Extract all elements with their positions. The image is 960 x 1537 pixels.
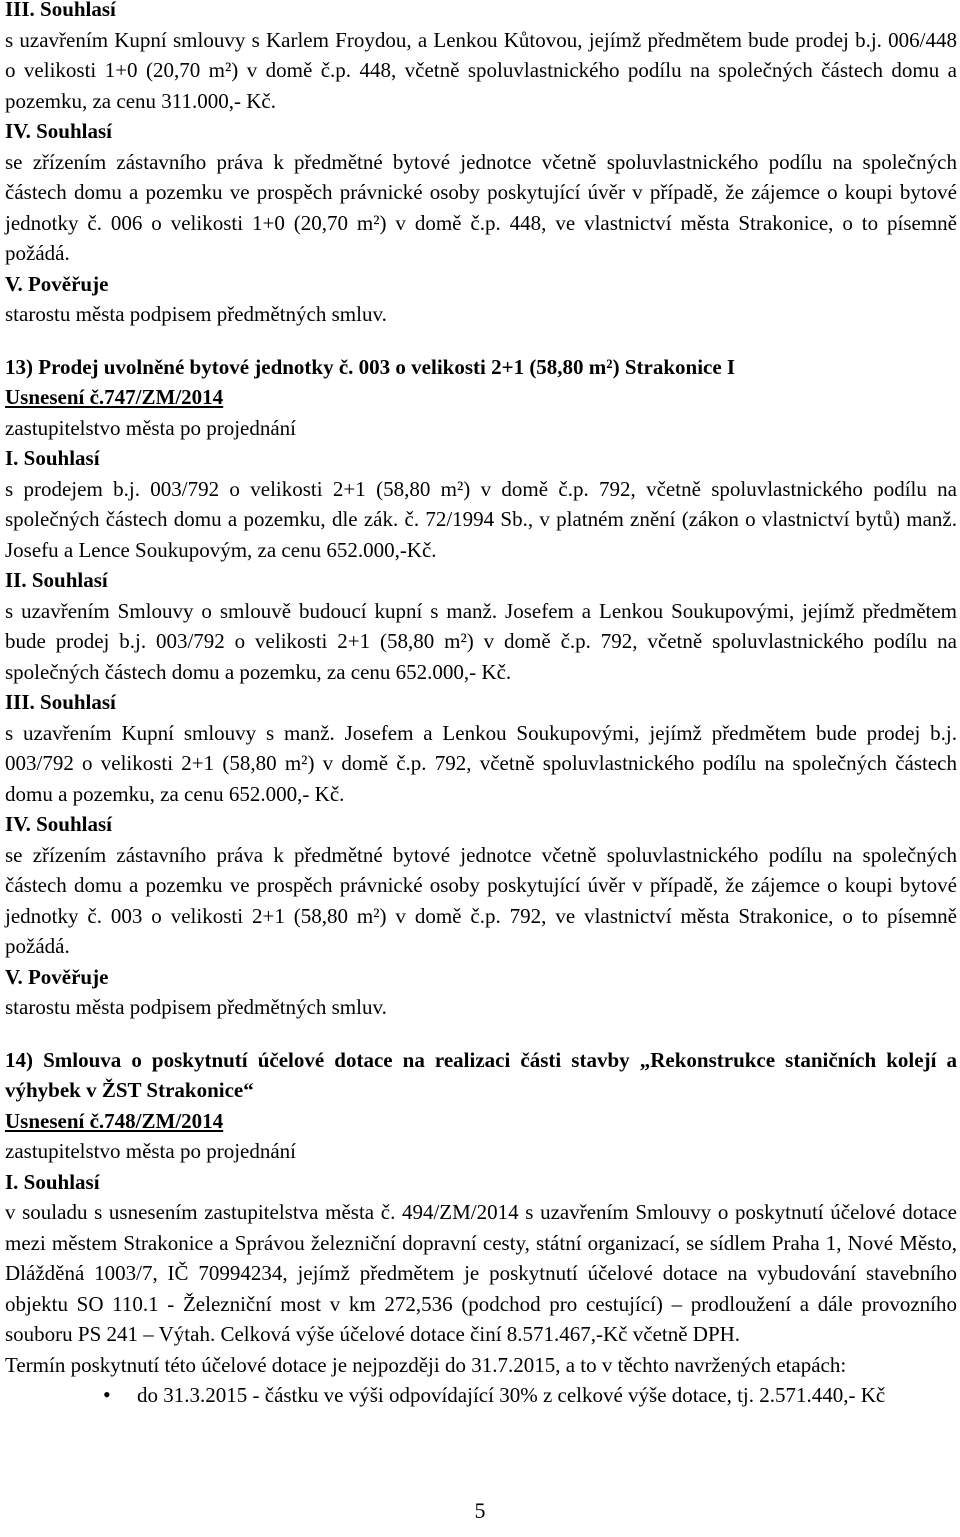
section-text-iii: s uzavřením Kupní smlouvy s Karlem Froydou, a Lenkou Kůtovou, jejímž předmětem bude prodej b.j. 006/448 o velikosti 1+0 (20,70 m²) v domě č.p. 448, včetně spoluvlastnického podílu na společných částech domu a pozemku, za cenu 311.000,- Kč. bbox=[5, 27, 957, 113]
item-14-stages-list bbox=[5, 1380, 957, 1411]
section-heading-v: V. Pověřuje bbox=[5, 271, 109, 296]
item-14-heading-i: I. Souhlasí bbox=[5, 1169, 100, 1194]
item-13-heading-iii: III. Souhlasí bbox=[5, 690, 116, 714]
item-13-text-v: starostu města podpisem předmětných smluv. bbox=[5, 995, 387, 1019]
page-number: 5 bbox=[474, 1498, 486, 1523]
section-text-iv: se zřízením zástavního práva k předmětné bytové jednotce včetně spoluvlastnického podílu na společných částech domu a pozemku ve prospěch právnické osoby poskytující úvěr v případě, že zájemce o koupi bytové jednotky č. 006 o velikosti 1+0 (20,70 m²) v domě č.p. 448, ve vlastnictví města Strakonice, o to písemně požádá. bbox=[5, 149, 957, 265]
item-13-heading-i: I. Souhlasí bbox=[5, 446, 100, 470]
item-14-text-i: v souladu s usnesením zastupitelstva města č. 494/ZM/2014 s uzavřením Smlouvy o poskytnutí účelové dotace mezi městem Strakonice a Správou železniční dopravní cesty, státní organizací, se sídlem Praha 1, Nové Město, Dlážděná 1003/7, IČ 70994234, jejímž předmětem je poskytnutí účelové dotace na vybudování stavebního objektu SO 110.1 - Železniční most v km 272,536 (podchod pro cestující) – prodloužení a dále provozního souboru PS 241 – Výtah. Celková výše účelové dotace činí 8.571.467,-Kč včetně DPH. bbox=[5, 1200, 957, 1346]
item-13-heading-iv: IV. Souhlasí bbox=[5, 812, 113, 836]
item-13-intro: zastupitelstvo města po projednání bbox=[5, 415, 297, 440]
list-item: • do 31.3.2015 - částku ve výši odpovídající 30% z celkové výše dotace, tj. 2.571.440,- Kč bbox=[137, 1380, 957, 1411]
page-content bbox=[5, 0, 957, 1411]
section-text-v: starostu města podpisem předmětných smluv. bbox=[5, 302, 387, 326]
section-heading-iv: IV. Souhlasí bbox=[5, 119, 113, 143]
item-13-text-i: s prodejem b.j. 003/792 o velikosti 2+1 (58,80 m²) v domě č.p. 792, včetně spoluvlastnického podílu na společných částech domu a pozemku, dle zák. č. 72/1994 Sb., v platném znění (zákon o vlastnictví bytů) manž. Josefu a Lence Soukupovým, za cenu 652.000,-Kč. bbox=[5, 476, 957, 562]
item-13-heading-ii: II. Souhlasí bbox=[5, 568, 108, 592]
item-13-text-iv: se zřízením zástavního práva k předmětné bytové jednotce včetně spoluvlastnického podílu na společných částech domu a pozemku ve prospěch právnické osoby poskytující úvěr v případě, že zájemce o koupi bytové jednotky č. 003 o velikosti 2+1 (58,80 m²) v domě č.p. 792, ve vlastnictví města Strakonice, o to písemně požádá. bbox=[5, 842, 957, 958]
item-13-text-iii: s uzavřením Kupní smlouvy s manž. Josefem a Lenkou Soukupovými, jejímž předmětem bude prodej b.j. 003/792 o velikosti 2+1 (58,80 m²) v domě č.p. 792, včetně spoluvlastnického podílu na společných částech domu a pozemku, za cenu 652.000,- Kč. bbox=[5, 720, 957, 806]
item-14-term-text: Termín poskytnutí této účelové dotace je nejpozději do 31.7.2015, a to v těchto navržených etapách: bbox=[5, 1352, 847, 1377]
item-13-resolution: Usnesení č.747/ZM/2014 bbox=[5, 385, 224, 409]
section-heading-iii: III. Souhlasí bbox=[5, 0, 116, 21]
item-13-heading-v: V. Pověřuje bbox=[5, 964, 109, 989]
item-13-title: 13) Prodej uvolněné bytové jednotky č. 003 o velikosti 2+1 (58,80 m²) Strakonice I bbox=[5, 354, 736, 379]
item-14-resolution: Usnesení č.748/ZM/2014 bbox=[5, 1108, 224, 1133]
item-14-intro: zastupitelstvo města po projednání bbox=[5, 1139, 297, 1163]
item-13-text-ii: s uzavřením Smlouvy o smlouvě budoucí kupní s manž. Josefem a Lenkou Soukupovými, jejímž předmětem bude prodej b.j. 003/792 o velikosti 2+1 (58,80 m²) v domě č.p. 792, včetně spoluvlastnického podílu na společných částech domu a pozemku, za cenu 652.000,- Kč. bbox=[5, 598, 957, 684]
item-14-title: 14) Smlouva o poskytnutí účelové dotace na realizaci části stavby „Rekonstrukce staničních kolejí a výhybek v ŽST Strakonice“ bbox=[5, 1047, 957, 1102]
